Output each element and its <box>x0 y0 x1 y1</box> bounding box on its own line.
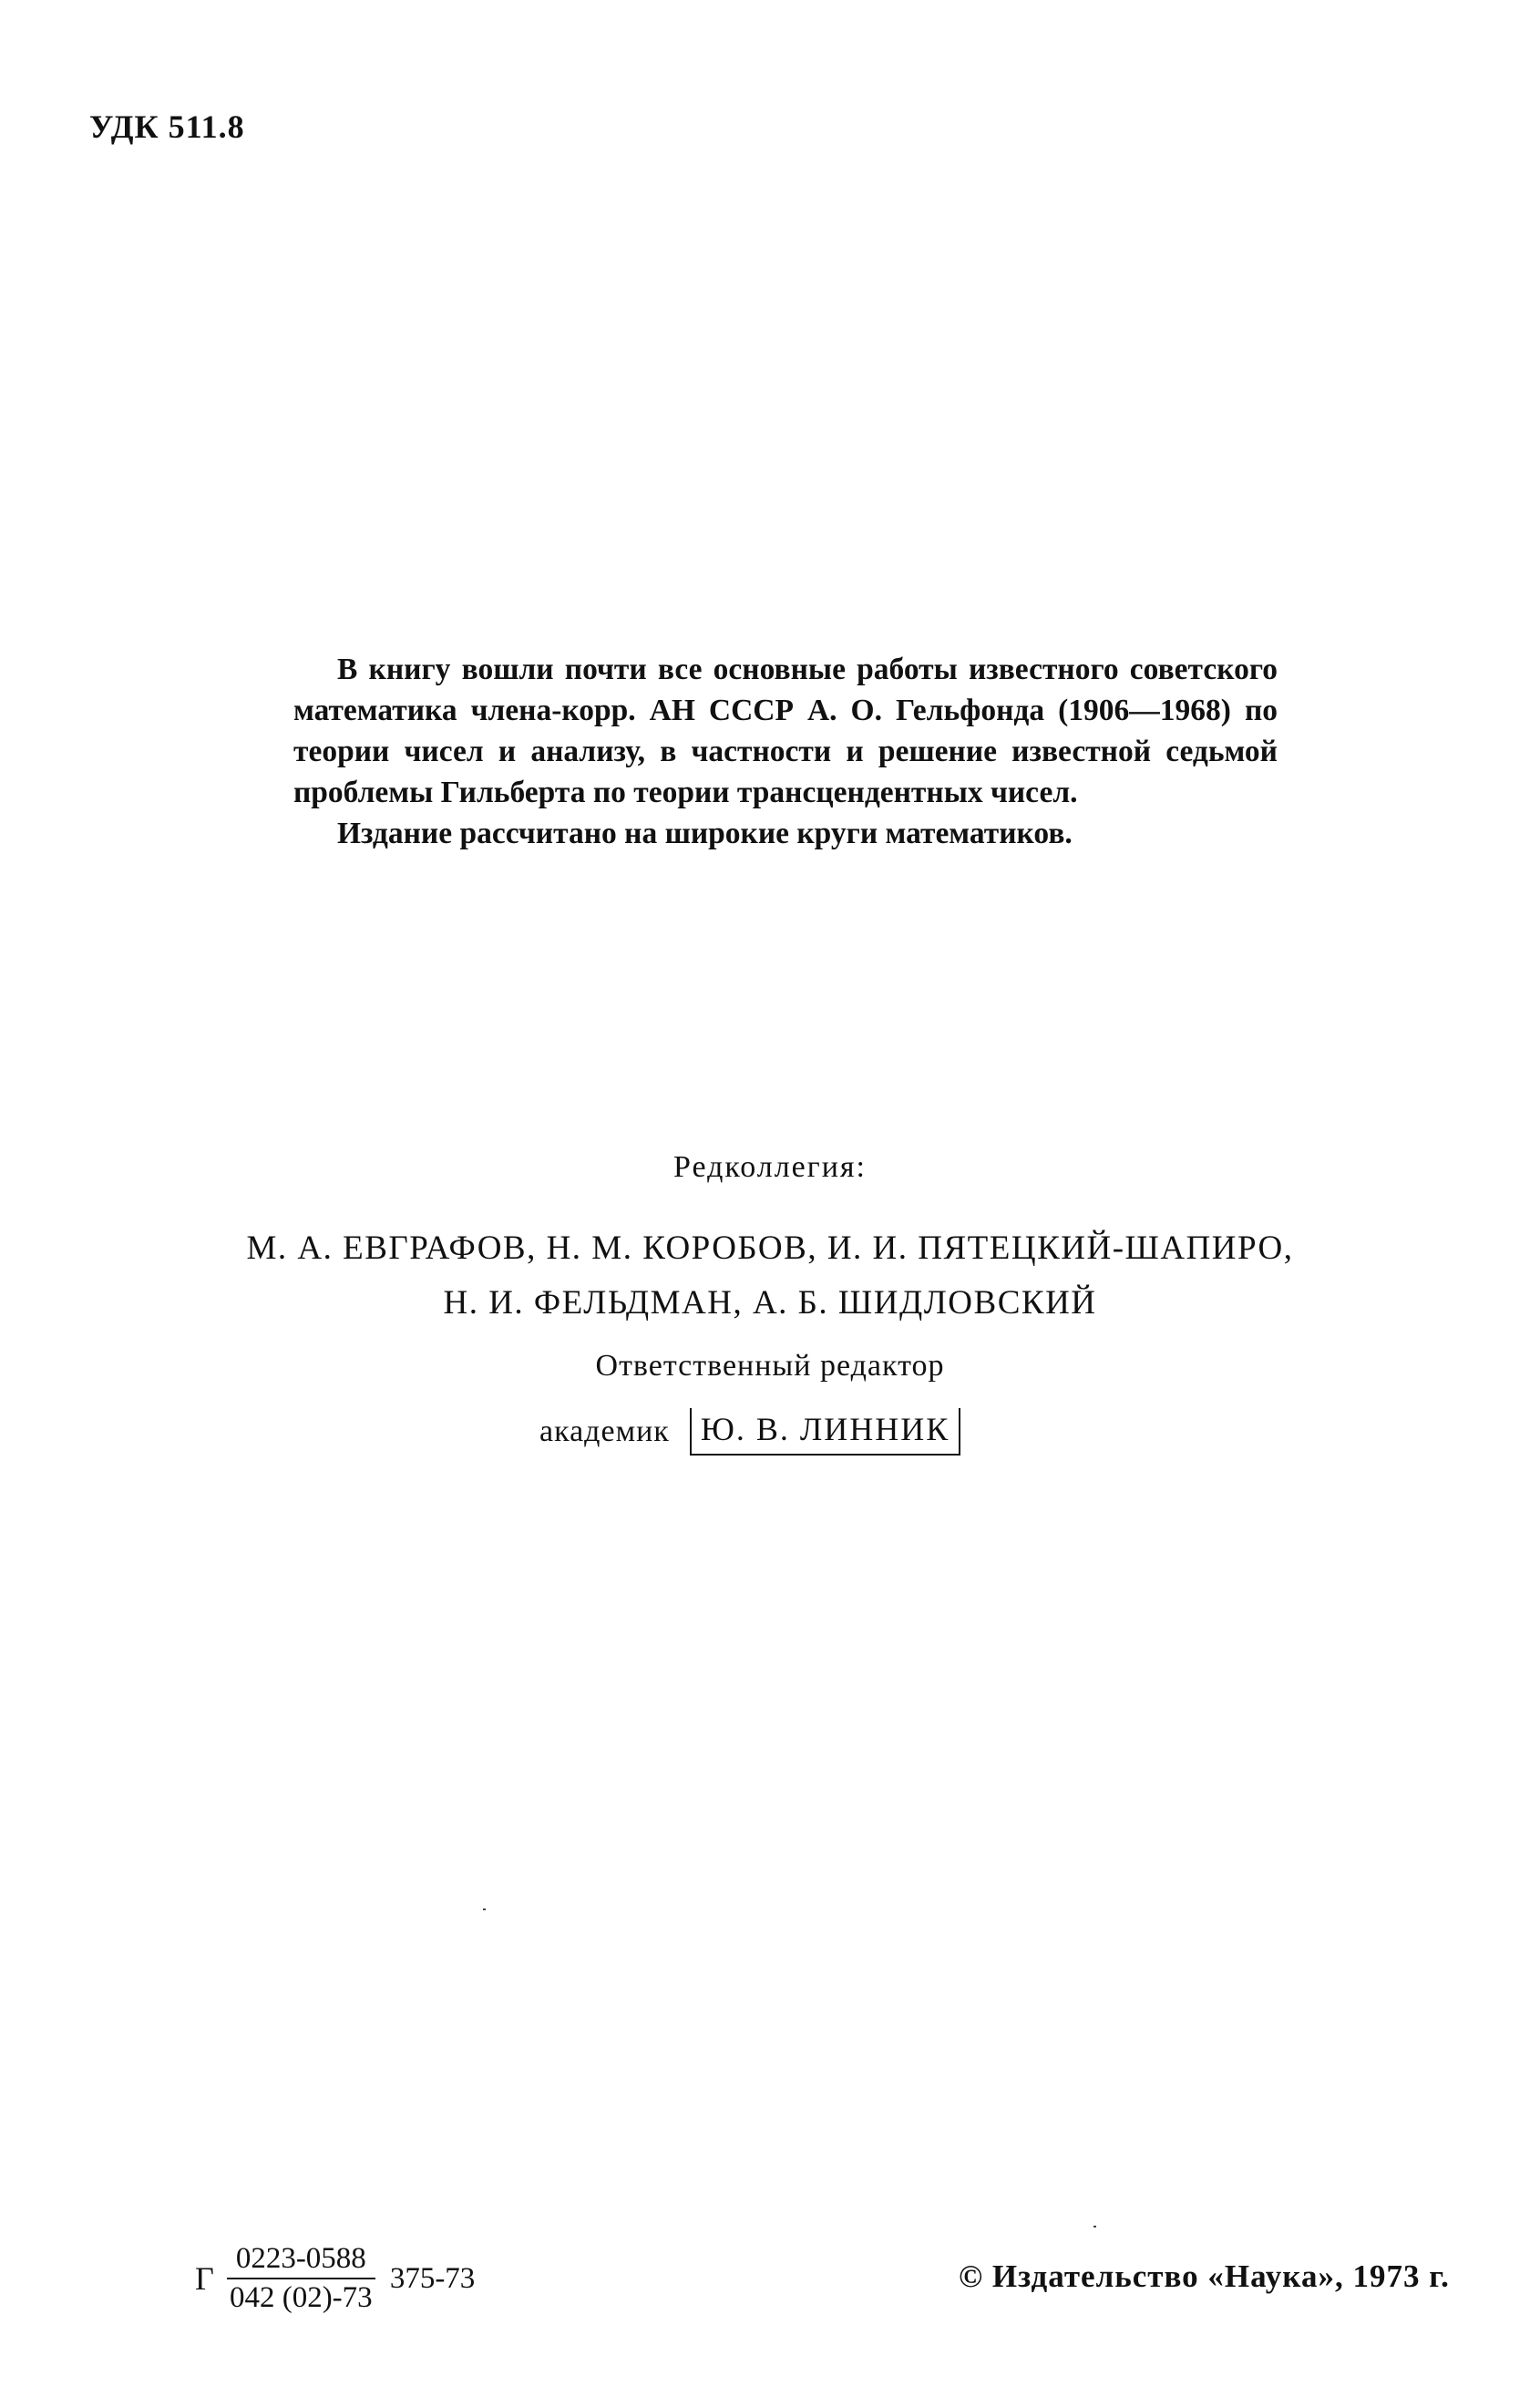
responsible-editor-name: Ю. В. ЛИННИК <box>690 1408 960 1456</box>
book-abstract <box>293 649 1278 854</box>
abstract-paragraph: Издание рассчитано на широкие круги математиков. <box>337 817 1073 850</box>
editorial-board-line: Н. И. ФЕЛЬДМАН, А. Б. ШИДЛОВСКИЙ <box>443 1284 1097 1322</box>
imprint-number: 375-73 <box>389 2261 476 2295</box>
imprint-code <box>195 2242 475 2315</box>
responsible-editor-title: Ответственный редактор <box>595 1349 945 1383</box>
editorial-board-list <box>0 1221 1540 1331</box>
imprint-numerator: 0223-0588 <box>227 2242 375 2279</box>
print-speck <box>1093 2226 1096 2227</box>
imprint-fraction <box>227 2242 375 2315</box>
editorial-board-title: Редколлегия: <box>673 1150 867 1184</box>
editorial-board-line: М. А. ЕВГРАФОВ, Н. М. КОРОБОВ, И. И. ПЯТЕЦКИЙ-ШАПИРО, <box>246 1229 1294 1267</box>
responsible-editor-role: академик <box>539 1415 670 1448</box>
imprint-letter: Г <box>195 2260 214 2297</box>
copyright-notice: © Издательство «Наука», 1973 г. <box>959 2258 1450 2294</box>
abstract-paragraph: В книгу вошли почти все основные работы известного советского математика члена-корр. АН СССР А. О. Гельфонда (1906—1968) по теории чисел и анализу, в частности и решение известной седьмой проблемы Гильберта по теории трансцендентных чисел. <box>293 653 1278 809</box>
print-speck <box>483 1908 486 1910</box>
udk-code: УДК 511.8 <box>89 108 245 145</box>
responsible-editor <box>539 1408 960 1456</box>
imprint-denominator: 042 (02)-73 <box>229 2281 373 2314</box>
